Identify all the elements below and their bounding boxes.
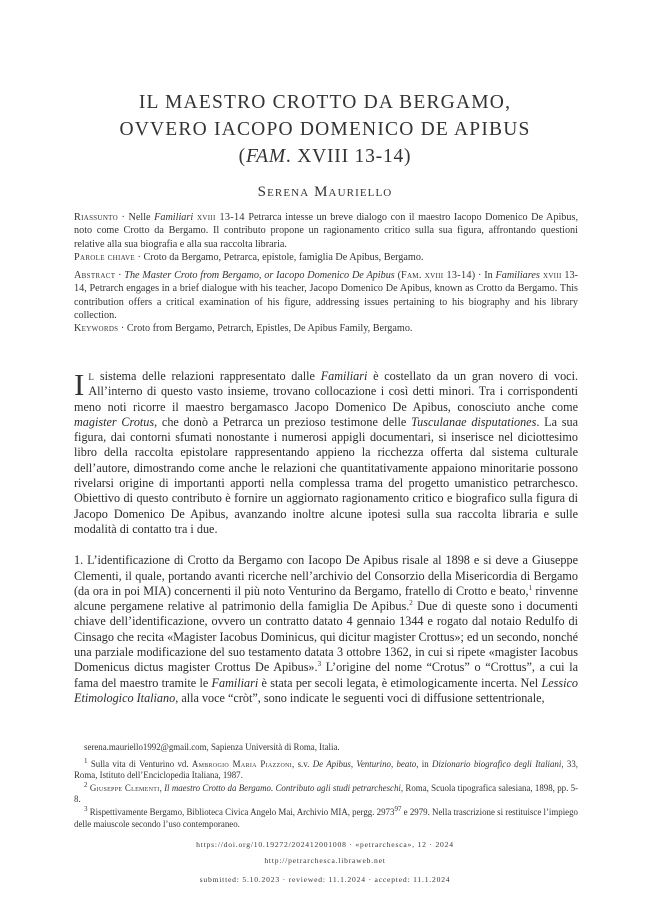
- footnote-2-author: Giuseppe Clementi: [89, 782, 160, 793]
- footnote-2-title: Il maestro Crotto da Bergamo. Contributo agli studi petrarcheschi: [164, 782, 401, 793]
- footnote-1-entry: De Apibus, Venturino, beato: [312, 758, 417, 769]
- abstract-xviii: xviii: [539, 270, 562, 282]
- intro-text-b: è costellato da un gran novero di voci. All’interno di questo vasto insieme, trovano collocazione i così detti minori. Tra i corrispondenti meno noti ricorre il maestro bergamasco Jacopo Domenico De Apibus, conosciuto anche come: [74, 369, 579, 414]
- intro-text-c: , che donò a Petrarca un prezioso testimone delle: [154, 414, 412, 429]
- title-line-1: IL MAESTRO CROTTO DA BERGAMO,: [138, 92, 512, 113]
- footnote-2-text: , Roma, Scuola tipografica salesiana, 1898, pp. 5-8.: [74, 782, 579, 805]
- footnote-1-text-b: , s.v.: [292, 758, 313, 769]
- parole-chiave: [74, 251, 578, 264]
- abstract-fam-ref: Fam. xviii 13-14: [400, 270, 472, 282]
- intro-lead: l: [88, 369, 95, 383]
- section-1-text-e: è stata per secoli legata, è etimologicamente incerta. Nel: [258, 675, 542, 690]
- section-1-familiari: Familiari: [211, 675, 259, 690]
- body-text: [74, 369, 578, 706]
- section-1-text-d: L’origine del nome “Crotus” o “Crottus”, a cui la fama del maestro tramite le: [74, 660, 578, 690]
- section-1-text-a: 1. L’identificazione di Crotto da Bergamo con Iacopo De Apibus risale al 1898 e si deve a Giuseppe Clementi, il quale, portando avanti ricerche nell’archivio del Consorzio della Misericordia di Bergamo (da ora in poi MIA) concernenti il più noto Venturino da Bergamo, fratello di Crotto e beato,: [74, 553, 578, 598]
- section-1-text-c: Due di queste sono i documenti chiave dell’identificazione, ovvero un contratto datato 4 gennaio 1344 e rogato dal notaio Redulfo di Cinsago che recita «Magister Iacobus Dominicus, qui dicitur magister Crottus»; ed un secondo, nonché una parziale modificazione del suo testamento datata 3 ottobre 1362, in cui si ripete «magister Iacobus Domenicus dictus magister Crottus De Apibus».: [74, 599, 578, 675]
- riassunto-sep: ·: [117, 212, 129, 223]
- footnote-2-number: 2: [84, 780, 88, 789]
- riassunto: [74, 211, 578, 251]
- author-name: Serena Mauriello: [257, 184, 393, 200]
- footnote-1-text-d: , 33, Roma, Istituto dell’Enciclopedia Italiana, 1987.: [74, 758, 578, 781]
- intro-familiari: Familiari: [320, 369, 368, 383]
- keywords-text: Croto from Bergamo, Petrarch, Epistles, De Apibus Family, Bergamo.: [126, 323, 413, 335]
- section-1-text-b: rinvenne alcune pergamene relative al patrimonio della famiglia De Apibus.: [74, 583, 578, 614]
- abstract-text-in: · In: [475, 270, 496, 282]
- section-1-paragraph: [74, 553, 578, 706]
- article-title: [0, 89, 650, 201]
- abstract-title: The Master Croto from Bergamo, or Iacopo Domenico De Apibus: [124, 270, 395, 282]
- footnote-1-text-a: Sulla vita di Venturino vd.: [87, 758, 192, 769]
- title-line-3: [0, 143, 650, 170]
- intro-text-a: sistema delle relazioni rappresentato dalle: [94, 369, 321, 383]
- footnote-3-text-a: Rispettivamente Bergamo, Biblioteca Civica Angelo Mai, Archivio MIA, pergg. 2973: [87, 806, 395, 817]
- submission-dates: submitted: 5.10.2023 · reviewed: 11.1.2024 · accepted: 11.1.2024: [199, 875, 451, 884]
- riassunto-text-b: Petrarca intesse un breve dialogo con il maestro Iacopo Domenico De Apibus, noto come Crotto da Bergamo. Il contributo propone un ragionamento critico sulla sua figura, affrontando questioni relative alla sua biografia e alla sua raccolta libraria.: [74, 212, 578, 250]
- footnote-1: [74, 756, 578, 782]
- footnote-ref-2[interactable]: 2: [409, 599, 413, 608]
- drop-cap: I: [74, 367, 85, 402]
- abstract-familiares: Familiares: [495, 270, 540, 282]
- author-affiliation: serena.mauriello1992@gmail.com, Sapienza Università di Roma, Italia.: [84, 742, 340, 752]
- intro-tusculanae: Tusculanae disputationes: [411, 414, 537, 429]
- keywords: [74, 322, 578, 335]
- journal-url[interactable]: http://petrarchesca.libraweb.net: [264, 856, 386, 865]
- parole-chiave-label: Parole chiave: [74, 251, 135, 263]
- riassunto-ref: xviii 13-14: [193, 212, 245, 223]
- abstract-label: Abstract: [74, 270, 116, 282]
- section-1-lessico: Lessico Etimologico Italiano: [74, 675, 578, 705]
- riassunto-text-a: Nelle: [128, 212, 155, 223]
- keywords-label: Keywords: [74, 323, 119, 335]
- keywords-sep: ·: [118, 323, 127, 335]
- footnote-ref-1[interactable]: 1: [528, 583, 533, 592]
- riassunto-familiari: Familiari: [154, 212, 194, 223]
- title-line-2: OVVERO IACOPO DOMENICO DE APIBUS: [119, 119, 531, 140]
- title-fam: FAM: [245, 146, 286, 167]
- title-line-3-rest: . XVIII 13-14): [285, 146, 412, 167]
- abstract-paren-close: ): [471, 270, 476, 282]
- footnote-1-text-c: , in: [416, 758, 433, 769]
- abstract-block: [74, 211, 578, 336]
- abstract-paren-open: (: [394, 270, 401, 282]
- footnote-3-superscript: 97: [394, 805, 402, 813]
- parole-chiave-sep: ·: [134, 251, 144, 263]
- parole-chiave-text: Croto da Bergamo, Petrarca, epistole, famiglia De Apibus, Bergamo.: [143, 251, 424, 263]
- footnote-3-text-b: e 2979. Nella trascrizione si restituisce l’impiego delle maiuscole secondo l’uso contemporaneo.: [74, 806, 578, 829]
- intro-magister-crotus: magister Crotus: [74, 414, 155, 429]
- footnote-3-number: 3: [84, 805, 88, 813]
- abstract-en: [74, 269, 578, 322]
- abstract-sep: ·: [115, 270, 125, 282]
- footnote-1-number: 1: [84, 756, 88, 765]
- intro-text-d: . La sua figura, dai contorni sfumati nonostante i numerosi appigli documentari, si inserisce nel diciottesimo libro della raccolta epistolare rappresentando appieno la ricchezza offerta dal sistema culturale dell’autore, dimostrando come anche le relazioni che quantitativamente appaiono minoritarie possono rivelarsi origine di importanti apporti nella complessa trama del progetto umanistico petrarchesco. Obiettivo di questo contributo è fornire un aggiornato ragionamento critico e biografico sulla figura di Jacopo Domenico De Apibus, avanzando inoltre alcune ipotesi sulla sua raccolta libraria e sulle modalità di contatto tra i due.: [74, 414, 578, 536]
- footnote-2: $^2$ Giuseppe Clementi, Il maestro Crotto da Bergamo. Contributo agli studi petrarcheschi, Roma, Scuola tipografica salesiana, 1898, pp. 5-8.: [74, 780, 579, 805]
- intro-paragraph: [74, 369, 578, 537]
- footnote-1-dictionary: Dizionario biografico degli Italiani: [432, 758, 562, 769]
- footnote-ref-3[interactable]: 3: [317, 660, 322, 669]
- footnote-3: [74, 807, 578, 830]
- footnote-1-author: Ambrogio Maria Piazzoni: [191, 758, 293, 769]
- riassunto-label: Riassunto: [74, 212, 118, 223]
- doi-line[interactable]: https://doi.org/10.19272/202412001008 · «petrarchesca», 12 · 2024: [196, 840, 454, 849]
- title-paren: (: [238, 146, 246, 167]
- footnotes: [74, 742, 578, 831]
- abstract-text: 13-14, Petrarch engages in a brief dialogue with his teacher, Jacopo Domenico De Apibus, known as Crotto da Bergamo. This contribution offers a critical examination of his figure, addressing issues pertaining to his biography and his library collection.: [74, 270, 578, 322]
- section-1-text-f: , alla voce “cròt”, sono indicate le seguenti voci di diffusione settentrionale,: [175, 690, 545, 705]
